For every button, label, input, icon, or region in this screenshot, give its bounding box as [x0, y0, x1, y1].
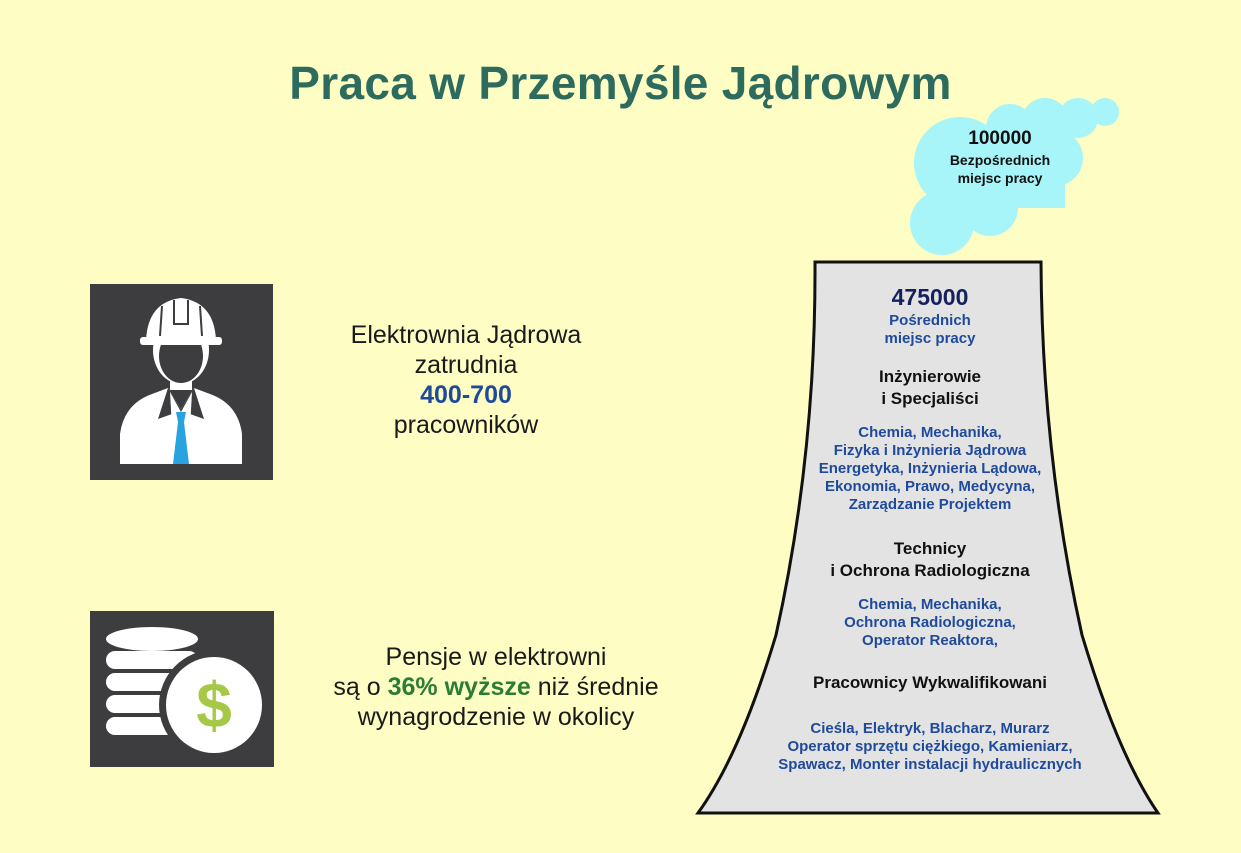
list-item: Ekonomia, Prawo, Medycyna, [824, 478, 1036, 495]
list-item: Ochrona Radiologiczna, [844, 614, 1016, 631]
category-list-skilled-workers [760, 720, 1100, 774]
salary-line3: wynagrodzenie w okolicy [357, 703, 635, 731]
category-title-line: Inżynierowie [878, 367, 982, 386]
salary-line1: Pensje w elektrowni [385, 643, 607, 671]
category-title-skilled-workers [760, 672, 1100, 694]
list-item: Operator sprzętu ciężkiego, Kamieniarz, [787, 738, 1073, 755]
coins-dollar-icon [90, 611, 274, 767]
plant-employment-text [316, 320, 616, 440]
list-item: Chemia, Mechanika, [858, 424, 1002, 441]
category-list-engineers [760, 424, 1100, 514]
direct-jobs-label [930, 151, 1070, 187]
salary-prefix: są o [333, 673, 381, 701]
list-item: Operator Reaktora, [862, 632, 998, 649]
direct-jobs-number: 100000 [968, 128, 1032, 149]
list-item: Energetyka, Inżynieria Lądowa, [818, 460, 1042, 477]
indirect-label-line2: miejsc pracy [884, 330, 976, 347]
indirect-jobs-number: 475000 [891, 284, 969, 310]
list-item: Cieśla, Elektryk, Blacharz, Murarz [810, 720, 1050, 737]
indirect-jobs-label [760, 312, 1100, 348]
plant-employee-count: 400-700 [420, 381, 512, 409]
list-item: Zarządzanie Projektem [848, 496, 1012, 513]
svg-text:$: $ [196, 669, 232, 741]
indirect-label-line1: Pośrednich [889, 312, 971, 329]
category-title-technicians [760, 538, 1100, 582]
category-list-technicians [760, 596, 1100, 650]
direct-label-line2: miejsc pracy [957, 170, 1043, 186]
list-item: Fizyka i Inżynieria Jądrowa [833, 442, 1027, 459]
salary-line2 [296, 672, 696, 702]
plant-line2: zatrudnia [414, 351, 518, 379]
plant-line3: pracowników [393, 411, 539, 439]
category-title-engineers [760, 366, 1100, 410]
salary-highlight: 36% wyższe [387, 673, 531, 701]
engineer-hardhat-icon [90, 284, 273, 480]
direct-label-line1: Bezpośrednich [949, 152, 1051, 168]
list-item: Spawacz, Monter instalacji hydraulicznych [778, 756, 1082, 773]
category-title-line: Pracownicy Wykwalifikowani [813, 673, 1047, 692]
plant-line1: Elektrownia Jądrowa [350, 321, 582, 349]
category-title-line: Technicy [893, 539, 967, 558]
list-item: Chemia, Mechanika, [858, 596, 1002, 613]
page-title: Praca w Przemyśle Jądrowym [289, 57, 952, 109]
category-title-line: i Specjaliści [881, 389, 979, 408]
category-title-line: i Ochrona Radiologiczna [830, 561, 1030, 580]
salary-text [296, 642, 696, 732]
salary-suffix: niż średnie [537, 673, 659, 701]
